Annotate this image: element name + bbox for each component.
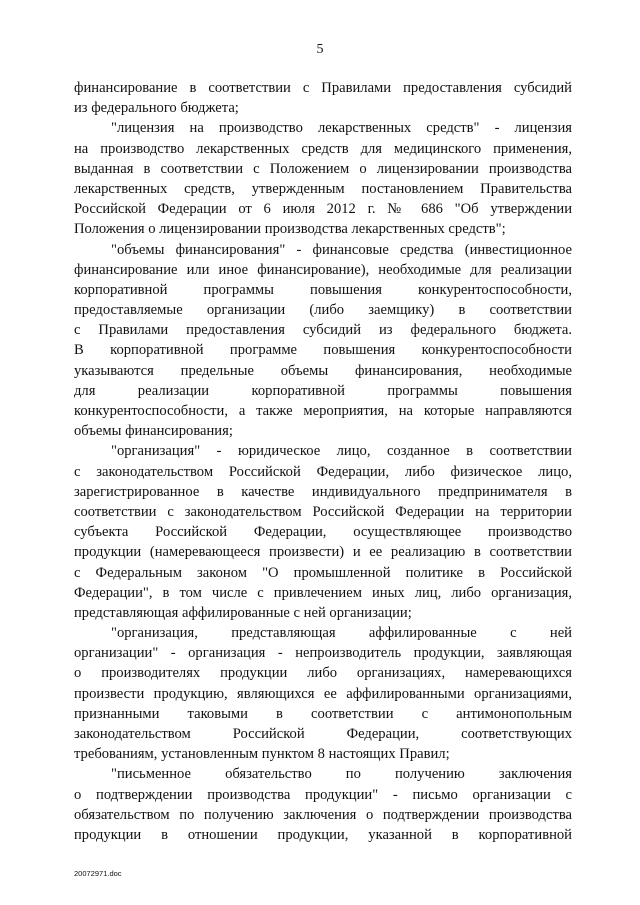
text-line: на производство лекарственных средств для медицинского применения,: [74, 140, 572, 157]
text-line: представляющая аффилированные с ней организации;: [74, 604, 412, 621]
text-line: продукции (намеревающееся произвести) и ее реализацию в соответствии: [74, 544, 572, 561]
text-line: признанными таковыми в соответствии с антимонопольным: [74, 705, 572, 722]
text-line: Положения о лицензировании производства лекарственных средств";: [74, 221, 506, 238]
text-line: "объемы финансирования" - финансовые средства (инвестиционное: [111, 241, 572, 258]
text-line: зарегистрированное в качестве индивидуального предпринимателя в: [74, 483, 572, 500]
text-line: "лицензия на производство лекарственных средств" - лицензия: [111, 120, 572, 137]
text-line: финансирование в соответствии с Правилами предоставления субсидий: [74, 80, 572, 96]
text-line: с Правилами предоставления субсидий из федерального бюджета.: [74, 322, 572, 339]
text-line: финансирование или иное финансирование), необходимые для реализации: [74, 261, 572, 278]
text-line: Федерации", в том числе с привлечением иных лиц, либо организация,: [74, 584, 572, 601]
page-number: 5: [316, 42, 324, 57]
text-line: законодательством Российской Федерации, соответствующих: [74, 726, 572, 742]
text-line: "организация, представляющая аффилированные с ней: [111, 625, 572, 642]
text-line: выданная в соответствии с Положением о лицензировании производства: [74, 160, 572, 177]
text-line: соответствии с законодательством Российской Федерации на территории: [74, 503, 572, 520]
text-line: о производителях продукции либо организациях, намеревающихся: [74, 665, 572, 682]
text-line: требованиям, установленным пунктом 8 настоящих Правил;: [74, 746, 450, 763]
text-line: объемы финансирования;: [74, 423, 233, 440]
text-line: "организация" - юридическое лицо, созданное в соответствии: [111, 443, 572, 460]
text-line: обязательством по получению заключения о подтверждении производства: [74, 806, 572, 823]
text-line: субъекта Российской Федерации, осуществляющее производство: [74, 524, 572, 541]
text-line: конкурентоспособности, а также мероприятия, на которые направляются: [74, 403, 572, 419]
text-line: с Федеральным законом "О промышленной политике в Российской: [74, 564, 572, 581]
text-line: корпоративной программы повышения конкурентоспособности,: [74, 281, 572, 298]
text-line: "письменное обязательство по получению заключения: [111, 766, 572, 783]
text-line: произвести продукцию, являющихся ее аффилированными организациями,: [74, 685, 572, 702]
document-body: [74, 78, 572, 845]
text-line: продукции в отношении продукции, указанной в корпоративной: [74, 826, 572, 843]
text-line: о подтверждении производства продукции" - письмо организации с: [74, 786, 572, 803]
text-line: лекарственных средств, утвержденным постановлением Правительства: [74, 180, 572, 197]
text-line: для реализации корпоративной программы повышения: [74, 382, 572, 399]
text-line: из федерального бюджета;: [74, 100, 239, 117]
text-line: с законодательством Российской Федерации, либо физическое лицо,: [74, 463, 572, 480]
document-filename: 20072971.doc: [74, 869, 122, 878]
text-line: организации" - организация - непроизводитель продукции, заявляющая: [74, 645, 572, 662]
text-line: предоставляемые организации (либо заемщику) в соответствии: [74, 302, 572, 319]
text-line: указываются предельные объемы финансирования, необходимые: [74, 362, 572, 379]
text-line: В корпоративной программе повышения конкурентоспособности: [74, 342, 572, 359]
text-line: Российской Федерации от 6 июля 2012 г. № 686 "Об утверждении: [74, 201, 572, 218]
